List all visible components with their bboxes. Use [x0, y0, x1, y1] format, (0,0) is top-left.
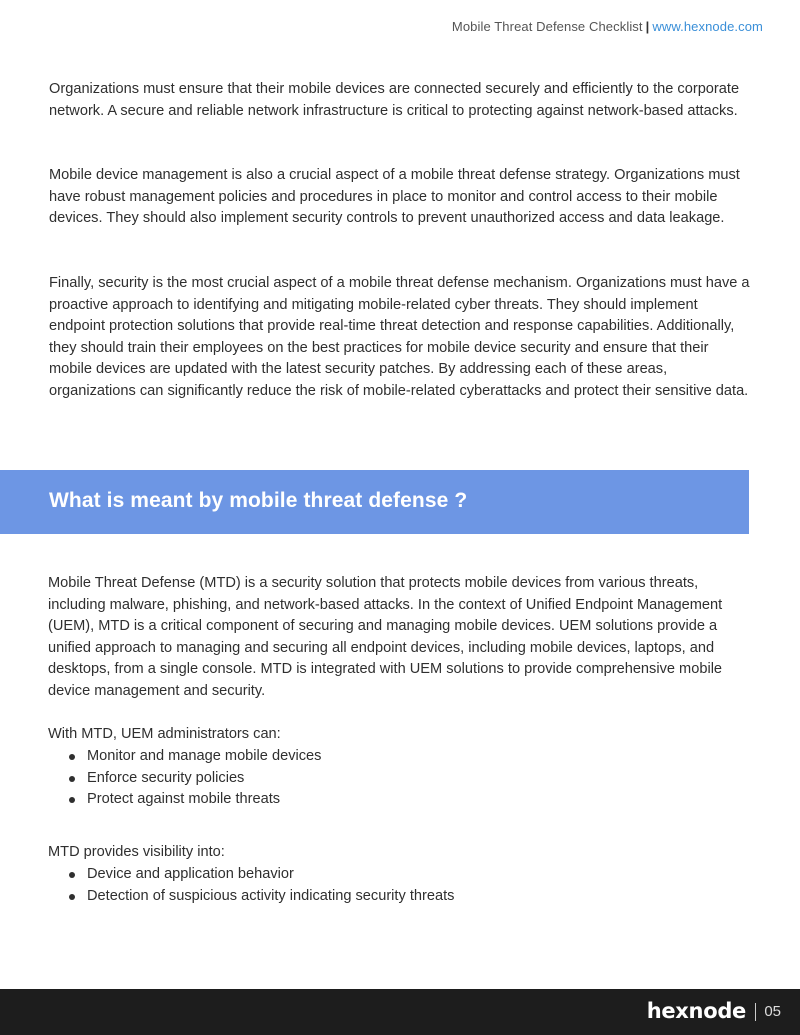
- hexnode-logo: hexnode: [646, 999, 746, 1023]
- list-item: [48, 746, 321, 768]
- list-item: [48, 886, 454, 908]
- website-link[interactable]: www.hexnode.com: [652, 19, 763, 34]
- intro-paragraph-security: Finally, security is the most crucial aspect of a mobile threat defense mechanism. Organizations must have a proactive approach to identifying and mitigating mobile-related cyber threats. They should implement endpoint protection solutions that provide real-time threat detection and response capabilities. Additionally, they should train their employees on the best practices for mobile device security and ensure that their mobile devices are updated with the latest security patches. By addressing each of these areas, organizations can significantly reduce the risk of mobile-related cyberattacks and protect their sensitive data.: [49, 275, 750, 399]
- admin-capabilities-list: [48, 746, 321, 811]
- bullet-icon: [69, 797, 75, 803]
- list-item-text: Device and application behavior: [87, 866, 294, 882]
- list-item: [48, 789, 321, 811]
- list-item-text: Detection of suspicious activity indicating security threats: [87, 887, 455, 904]
- bullet-icon: [69, 872, 75, 878]
- footer-divider: [755, 1003, 756, 1021]
- list-item-text: Monitor and manage mobile devices: [87, 748, 322, 764]
- intro-paragraph-network: Organizations must ensure that their mobile devices are connected securely and efficiently to the corporate network. A secure and reliable network infrastructure is critical to protecting against network-based attacks.: [49, 81, 740, 119]
- list-item: [48, 864, 454, 886]
- visibility-list: [48, 864, 454, 907]
- intro-paragraph-management: Mobile device management is also a crucial aspect of a mobile threat defense strategy. Organizations must have robust management policies and procedures in place to monitor and control access to their mobile devices. They should also implement security controls to prevent unauthorized access and data leakage.: [49, 167, 740, 227]
- page-number: 05: [764, 1003, 781, 1020]
- page-header: [452, 19, 763, 34]
- section-heading: What is meant by mobile threat defense ?: [49, 489, 468, 512]
- section-heading-banner: [0, 470, 749, 534]
- page-footer: [0, 989, 800, 1035]
- bullet-icon: [69, 754, 75, 760]
- list-item-text: Protect against mobile threats: [87, 791, 281, 808]
- list-item-text: Enforce security policies: [87, 769, 245, 786]
- bullet-icon: [69, 894, 75, 900]
- admins-intro-text: With MTD, UEM administrators can:: [48, 726, 281, 742]
- list-item: [48, 768, 321, 790]
- bullet-icon: [69, 776, 75, 782]
- document-title: Mobile Threat Defense Checklist: [451, 19, 643, 34]
- visibility-intro-text: MTD provides visibility into:: [48, 844, 225, 860]
- mtd-definition-paragraph: Mobile Threat Defense (MTD) is a security solution that protects mobile devices from various threats, including malware, phishing, and network-based attacks. In the context of Unified Endpoint Management (UEM), MTD is a critical component of securing and managing mobile devices. UEM solutions provide a unified approach to managing and securing all endpoint devices, including mobile devices, laptops, and desktops, from a single console. MTD is integrated with UEM solutions to provide comprehensive mobile device management and security.: [48, 575, 723, 699]
- header-separator: |: [645, 19, 650, 34]
